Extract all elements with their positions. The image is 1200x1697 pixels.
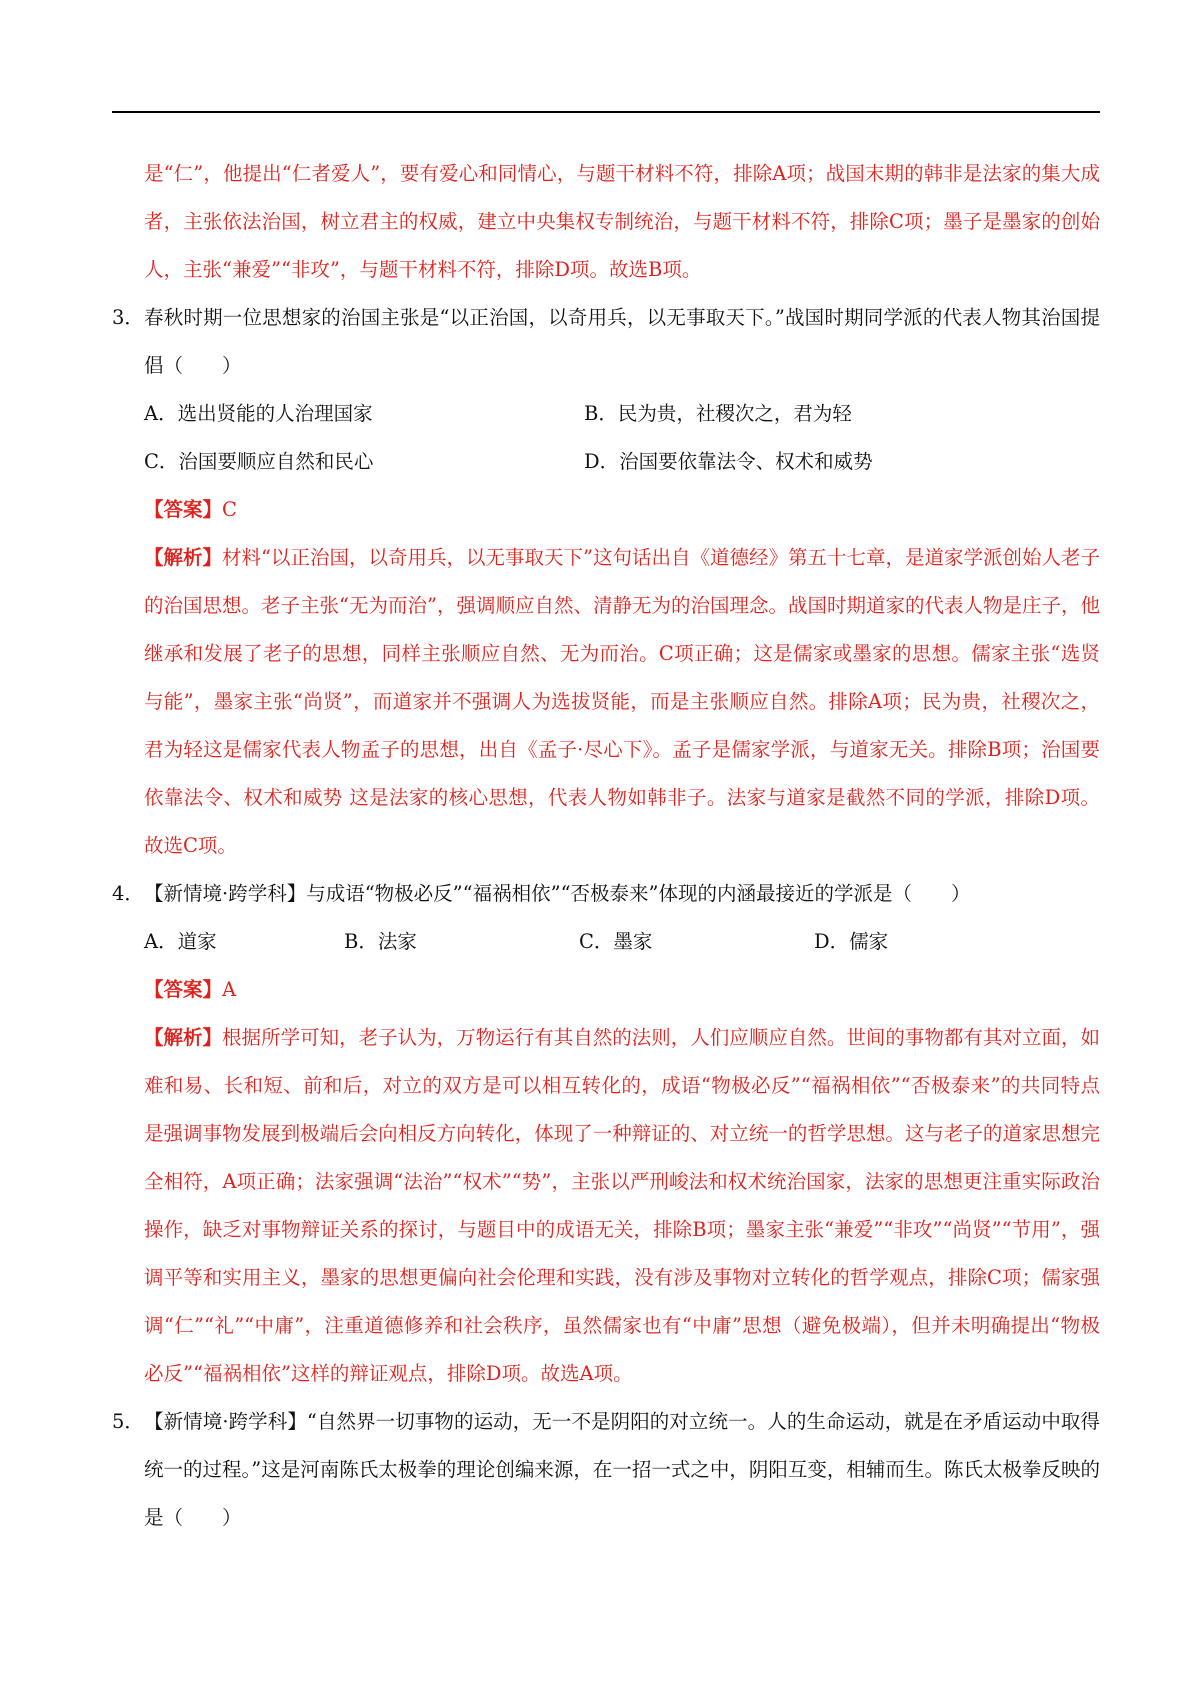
q4-analysis (112, 1014, 1100, 1398)
question-3-stem: 春秋时期一位思想家的治国主张是“以正治国，以奇用兵，以无事取天下。”战国时期同学派的代表人物其治国提倡（ ） (144, 306, 1100, 377)
q3-answer (112, 486, 1100, 534)
q4-answer-value: A (222, 978, 237, 1001)
question-4-options (112, 918, 1100, 966)
q3-answer-value: C (222, 498, 237, 521)
question-3-number: 3． (112, 306, 144, 329)
question-3 (112, 294, 1100, 390)
question-4-stem: 【新情境·跨学科】与成语“物极必反”“福祸相依”“否极泰来”体现的内涵最接近的学派是（ ） (144, 882, 971, 905)
q2-analysis-continued: 是“仁”，他提出“仁者爱人”，要有爱心和同情心，与题干材料不符，排除A项；战国末期的韩非是法家的集大成者，主张依法治国，树立君主的权威，建立中央集权专制统治，与题干材料不符，排除C项；墨子是墨家的创始人，主张“兼爱”“非攻”，与题干材料不符，排除D项。故选B项。 (144, 162, 1100, 281)
question-3-options (112, 390, 1100, 486)
q4-option-d: D．儒家 (814, 930, 889, 953)
q4-option-c: C．墨家 (579, 930, 653, 953)
q4-answer-label: 【答案】 (144, 978, 223, 1001)
q3-option-d: D．治国要依靠法令、权术和威势 (584, 450, 873, 473)
page-content (112, 150, 1100, 1542)
question-5 (112, 1398, 1100, 1542)
q3-option-a: A．选出贤能的人治理国家 (144, 402, 373, 425)
question-5-number: 5． (112, 1410, 144, 1433)
q3-answer-label: 【答案】 (144, 498, 223, 521)
q4-analysis-text: 根据所学可知，老子认为，万物运行有其自然的法则，人们应顺应自然。世间的事物都有其对立面，如难和易、长和短、前和后，对立的双方是可以相互转化的，成语“物极必反”“福祸相依”“否极泰来”的共同特点是强调事物发展到极端后会向相反方向转化，体现了一种辩证的、对立统一的哲学思想。这与老子的道家思想完全相符，A项正确；法家强调“法治”“权术”“势”，主张以严刑峻法和权术统治国家，法家的思想更注重实际政治操作，缺乏对事物辩证关系的探讨，与题目中的成语无关，排除B项；墨家主张“兼爱”“非攻”“尚贤”“节用”，强调平等和实用主义，墨家的思想更偏向社会伦理和实践，没有涉及事物对立转化的哲学观点，排除C项；儒家强调“仁”“礼”“中庸”，注重道德修养和社会秩序，虽然儒家也有“中庸”思想（避免极端），但并未明确提出“物极必反”“福祸相依”这样的辩证观点，排除D项。故选A项。 (144, 1026, 1100, 1385)
q3-analysis (112, 534, 1100, 870)
question-5-stem: 【新情境·跨学科】“自然界一切事物的运动，无一不是阴阳的对立统一。人的生命运动，就是在矛盾运动中取得统一的过程。”这是河南陈氏太极拳的理论创编来源，在一招一式之中，阴阳互变，相辅而生。陈氏太极拳反映的是（ ） (144, 1410, 1100, 1529)
q3-analysis-text: 材料“以正治国，以奇用兵，以无事取天下”这句话出自《道德经》第五十七章，是道家学派创始人老子的治国思想。老子主张“无为而治”，强调顺应自然、清静无为的治国理念。战国时期道家的代表人物是庄子，他继承和发展了老子的思想，同样主张顺应自然、无为而治。C项正确；这是儒家或墨家的思想。儒家主张“选贤与能”，墨家主张“尚贤”，而道家并不强调人为选拔贤能，而是主张顺应自然。排除A项；民为贵，社稷次之，君为轻这是儒家代表人物孟子的思想，出自《孟子·尽心下》。孟子是儒家学派，与道家无关。排除B项；治国要依靠法令、权术和威势 这是法家的核心思想，代表人物如韩非子。法家与道家是截然不同的学派，排除D项。故选C项。 (144, 546, 1100, 857)
q4-analysis-label: 【解析】 (144, 1026, 223, 1049)
q3-option-b: B．民为贵，社稷次之，君为轻 (584, 402, 852, 425)
header-rule (112, 111, 1100, 113)
q3-option-c: C．治国要顺应自然和民心 (144, 450, 374, 473)
question-4 (112, 870, 1100, 918)
q3-analysis-label: 【解析】 (144, 546, 223, 569)
question-4-number: 4． (112, 882, 144, 905)
q4-option-b: B．法家 (344, 930, 417, 953)
q4-answer (112, 966, 1100, 1014)
q4-option-a: A．道家 (144, 930, 217, 953)
